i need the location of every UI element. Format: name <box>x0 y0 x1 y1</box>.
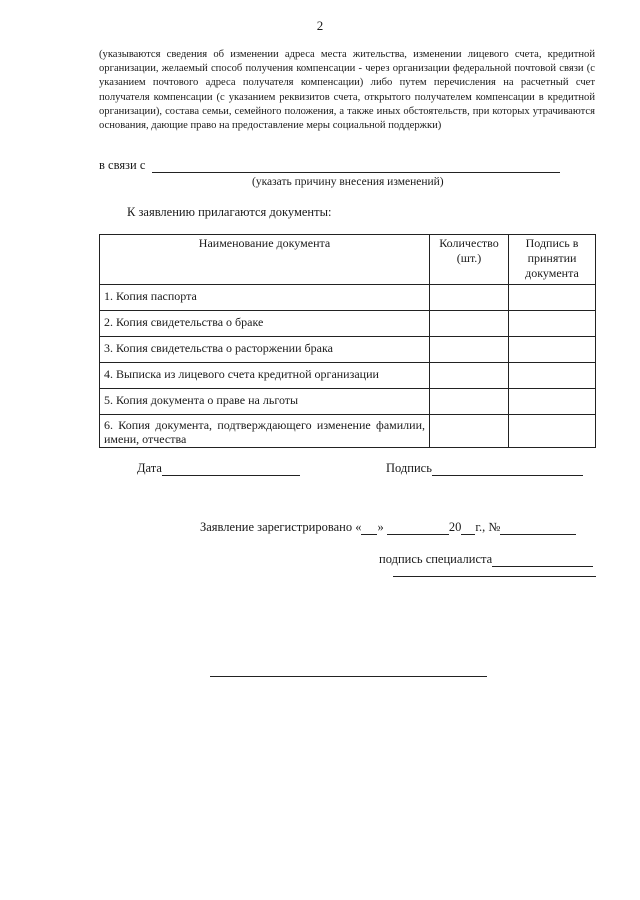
signature-cell[interactable] <box>509 415 596 448</box>
registration-line <box>200 520 576 535</box>
table-row <box>100 285 596 311</box>
document-name-cell: 4. Выписка из лицевого счета кредитной организации <box>100 363 430 389</box>
registration-quote-close: » <box>377 520 384 534</box>
instructions-note: (указываются сведения об изменении адреса места жительства, изменении лицевого счета, кредитной организации, желаемый способ получения компенсации - через организации федеральной почтовой связи (с указанием почтового адреса получателя компенсации) либо путем перечисления на расчетный счет получателя компенсации (с указанием реквизитов счета, открытого получателем компенсации в кредитной организации), состава семьи, семейного положения, а также иных обстоятельств, при которых утрачиваются основания, дающие право на предоставление меры социальной поддержки) <box>99 49 595 132</box>
reason-hint: (указать причину внесения изменений) <box>252 176 444 188</box>
signature-cell[interactable] <box>509 363 596 389</box>
signature-label: Подпись <box>386 461 432 475</box>
table-row <box>100 363 596 389</box>
date-label: Дата <box>137 461 162 475</box>
table-row <box>100 311 596 337</box>
table-header-row <box>100 235 596 285</box>
quantity-cell[interactable] <box>430 363 509 389</box>
table-row <box>100 415 596 448</box>
documents-table <box>99 234 596 448</box>
table-row <box>100 389 596 415</box>
quantity-cell[interactable] <box>430 285 509 311</box>
attachments-heading: К заявлению прилагаются документы: <box>127 205 332 219</box>
registration-year-suffix: г., № <box>475 520 501 534</box>
date-input-line[interactable] <box>162 463 300 476</box>
registration-label: Заявление зарегистрировано « <box>200 520 362 534</box>
signature-cell[interactable] <box>509 389 596 415</box>
page-number: 2 <box>316 18 324 33</box>
document-name-cell: 3. Копия свидетельства о расторжении брака <box>100 337 430 363</box>
quantity-cell[interactable] <box>430 415 509 448</box>
registration-month-line[interactable] <box>387 522 449 535</box>
document-name-cell: 1. Копия паспорта <box>100 285 430 311</box>
reason-field <box>99 158 599 173</box>
specialist-name-line[interactable] <box>393 576 596 577</box>
document-name-cell: 5. Копия документа о праве на льготы <box>100 389 430 415</box>
registration-number-line[interactable] <box>500 522 576 535</box>
header-quantity: Количество (шт.) <box>430 235 509 285</box>
registration-year-line[interactable] <box>461 522 475 535</box>
date-field <box>137 461 300 476</box>
quantity-cell[interactable] <box>430 389 509 415</box>
signature-cell[interactable] <box>509 311 596 337</box>
specialist-signature-line[interactable] <box>492 554 593 567</box>
document-name-cell: 2. Копия свидетельства о браке <box>100 311 430 337</box>
registration-year-prefix: 20 <box>448 520 462 534</box>
signature-cell[interactable] <box>509 285 596 311</box>
signature-cell[interactable] <box>509 337 596 363</box>
reason-label: в связи с <box>99 158 146 172</box>
table-row <box>100 337 596 363</box>
header-signature: Подпись в принятии документа <box>509 235 596 285</box>
document-name-cell: 6. Копия документа, подтверждающего изменение фамилии, имени, отчества <box>100 415 430 448</box>
signature-input-line[interactable] <box>432 463 583 476</box>
specialist-signature-label: подпись специалиста <box>379 552 493 566</box>
registration-day-line[interactable] <box>361 522 377 535</box>
signature-field <box>386 461 583 476</box>
quantity-cell[interactable] <box>430 311 509 337</box>
quantity-cell[interactable] <box>430 337 509 363</box>
bottom-separator <box>210 676 487 677</box>
header-document-name: Наименование документа <box>100 235 430 285</box>
specialist-signature-field <box>379 552 593 567</box>
reason-input-line[interactable] <box>152 159 560 173</box>
